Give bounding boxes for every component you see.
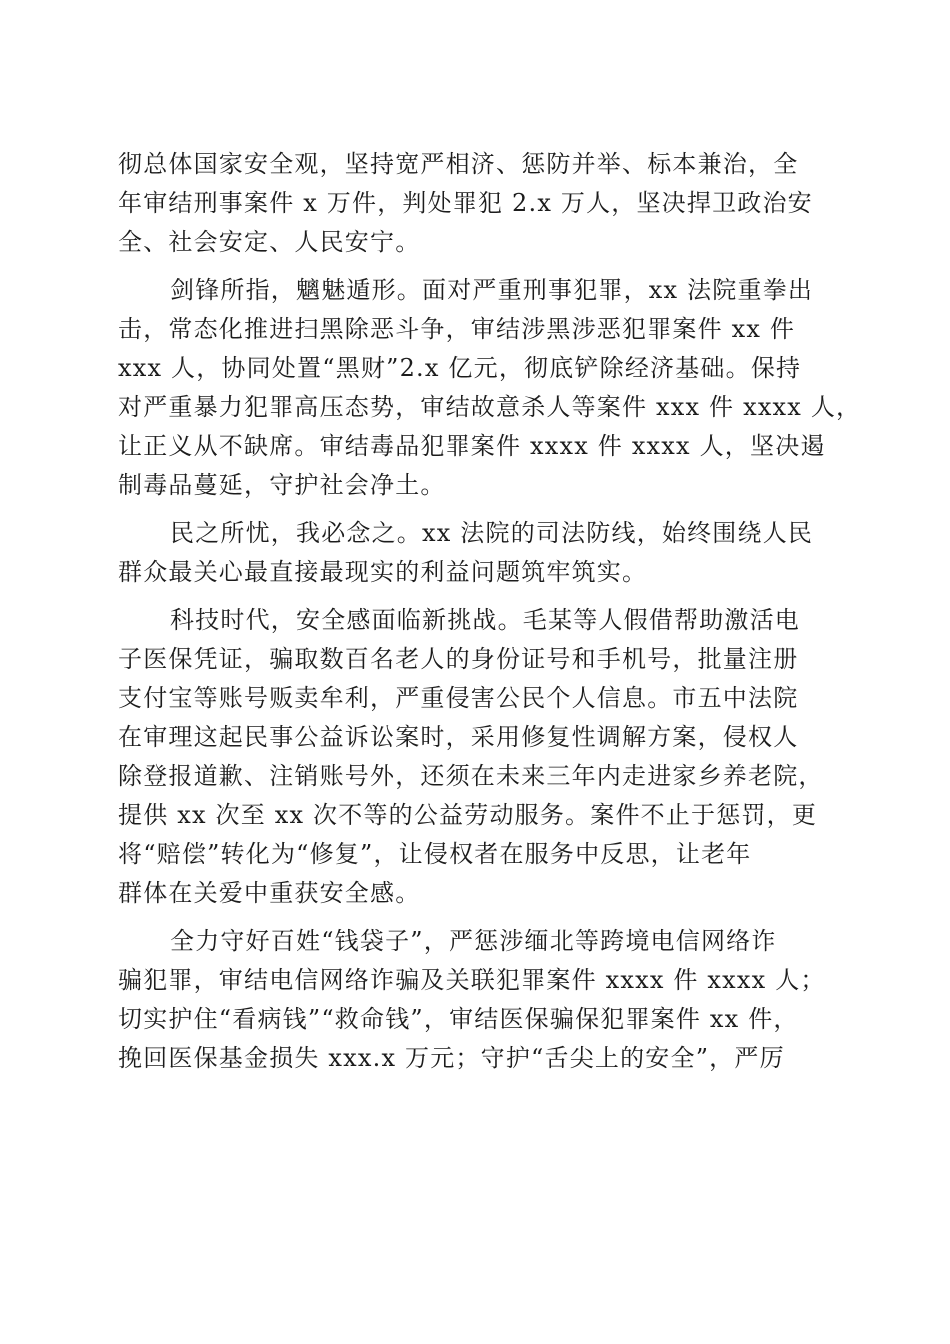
text-line: 制毒品蔓延，守护社会净土。 — [118, 471, 446, 499]
text-line: 支付宝等账号贩卖牟利，严重侵害公民个人信息。市五中法院 — [118, 684, 799, 712]
text-line: xxx 人，协同处置“黑财”2.x 亿元，彻底铲除经济基础。保持 — [118, 354, 802, 382]
text-line: 挽回医保基金损失 xxx.x 万元；守护“舌尖上的安全”，严厉 — [118, 1044, 785, 1072]
text-line: 年审结刑事案件 x 万件，判处罪犯 2.x 万人，坚决捍卫政治安 — [118, 189, 813, 217]
text-line: 对严重暴力犯罪高压态势，审结故意杀人等案件 xxx 件 xxxx 人， — [118, 393, 862, 421]
text-line: 在审理这起民事公益诉讼案时，采用修复性调解方案，侵权人 — [118, 723, 799, 751]
text-line: 切实护住“看病钱”“救命钱”，审结医保骗保犯罪案件 xx 件， — [118, 1005, 799, 1033]
text-line: 将“赔偿”转化为“修复”，让侵权者在服务中反思，让老年 — [118, 840, 752, 868]
paragraph-1 — [118, 145, 828, 262]
text-line: 除登报道歉、注销账号外，还须在未来三年内走进家乡养老院， — [118, 762, 824, 790]
text-line: 击，常态化推进扫黑除恶斗争，审结涉黑涉恶犯罪案件 xx 件 — [118, 315, 796, 343]
text-line: 剑锋所指，魑魅遁形。面对严重刑事犯罪，xx 法院重拳出 — [170, 276, 814, 304]
text-line: 全力守好百姓“钱袋子”，严惩涉缅北等跨境电信网络诈 — [170, 927, 777, 955]
paragraph-3 — [118, 514, 828, 592]
paragraph-4 — [118, 601, 828, 913]
text-line: 让正义从不缺席。审结毒品犯罪案件 xxxx 件 xxxx 人，坚决遏 — [118, 432, 826, 460]
text-line: 彻总体国家安全观，坚持宽严相济、惩防并举、标本兼治，全 — [118, 150, 799, 178]
text-line: 提供 xx 次至 xx 次不等的公益劳动服务。案件不止于惩罚，更 — [118, 801, 818, 829]
paragraph-5 — [118, 922, 828, 1078]
text-line: 民之所忧，我必念之。xx 法院的司法防线，始终围绕人民 — [170, 519, 814, 547]
text-line: 群众最关心最直接最现实的利益问题筑牢筑实。 — [118, 558, 648, 586]
text-line: 全、社会安定、人民安宁。 — [118, 228, 421, 256]
paragraph-2 — [118, 271, 862, 505]
text-line: 群体在关爱中重获安全感。 — [118, 879, 421, 907]
text-line: 子医保凭证，骗取数百名老人的身份证号和手机号，批量注册 — [118, 645, 799, 673]
document-page — [118, 145, 862, 1087]
text-line: 骗犯罪，审结电信网络诈骗及关联犯罪案件 xxxx 件 xxxx 人； — [118, 966, 826, 994]
text-line: 科技时代，安全感面临新挑战。毛某等人假借帮助激活电 — [170, 606, 800, 634]
